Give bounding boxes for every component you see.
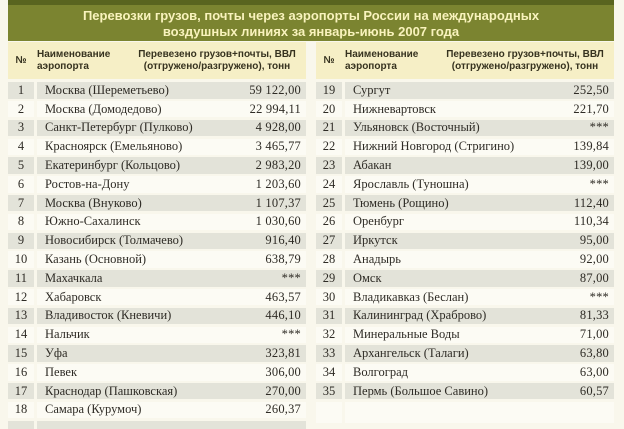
row-number: 9 <box>8 233 34 249</box>
row-number: 11 <box>8 270 34 286</box>
row-content <box>37 308 306 324</box>
column-header-cargo-line1: Перевезено грузов+почты, ВВЛ <box>138 48 296 60</box>
cargo-value: *** <box>589 289 609 304</box>
airport-name: Ярославль (Туношна) <box>353 176 469 191</box>
cargo-value: 22 994,11 <box>249 101 301 116</box>
row-content <box>345 233 614 249</box>
cargo-value: 92,00 <box>579 252 609 267</box>
row-number: 25 <box>316 195 342 211</box>
row-content <box>345 270 614 286</box>
airport-name: Казань (Основной) <box>45 252 147 267</box>
cargo-value: 81,33 <box>579 308 609 323</box>
airport-name: Волгоград <box>353 364 409 379</box>
table-row <box>8 100 306 119</box>
row-number: 35 <box>316 383 342 399</box>
column-header-airport: Наименование аэропорта <box>345 48 419 72</box>
airport-name: Нижневартовск <box>353 101 436 116</box>
airport-name: Минеральные Воды <box>353 327 460 342</box>
airport-name: Оренбург <box>353 214 405 229</box>
cargo-value: 112,40 <box>573 195 609 210</box>
table-body-left <box>8 81 306 429</box>
airport-name: Омск <box>353 270 382 285</box>
table-row <box>316 100 614 119</box>
row-content <box>345 101 614 117</box>
column-header-number: № <box>323 55 335 66</box>
cargo-value: 1 107,37 <box>255 195 301 210</box>
airport-name: Москва (Внуково) <box>45 195 142 210</box>
airport-name: Архангельск (Талаги) <box>353 346 469 361</box>
row-content <box>345 214 614 230</box>
table-row <box>8 137 306 156</box>
row-number: 21 <box>316 120 342 136</box>
table-row <box>316 325 614 344</box>
cargo-value: *** <box>281 327 301 342</box>
cargo-value: 95,00 <box>579 233 609 248</box>
row-number: 6 <box>8 176 34 192</box>
cargo-value: 323,81 <box>265 346 301 361</box>
table-row <box>8 231 306 250</box>
row-number: 32 <box>316 327 342 343</box>
cargo-value: 110,34 <box>573 214 609 229</box>
column-header-cargo-line2: (отгружено/разгружено), тонн <box>143 60 291 72</box>
cargo-value: 2 983,20 <box>255 158 301 173</box>
row-number: 7 <box>8 195 34 211</box>
table-row <box>8 382 306 401</box>
cargo-value: 463,57 <box>265 289 301 304</box>
table-row <box>8 213 306 232</box>
airport-name: Калининград (Храброво) <box>353 308 487 323</box>
row-content <box>345 364 614 380</box>
column-header-number: № <box>15 55 27 66</box>
airport-name: Тюмень (Рощино) <box>353 195 449 210</box>
cargo-value: 71,00 <box>579 327 609 342</box>
table-title-line2: воздушных линиях за январь-июнь 2007 года <box>162 23 460 39</box>
row-number: 8 <box>8 214 34 230</box>
airport-name: Сургут <box>353 82 391 97</box>
table-row <box>8 288 306 307</box>
row-content <box>37 120 306 136</box>
column-header-right <box>316 42 614 79</box>
table-row <box>8 175 306 194</box>
row-content <box>37 176 306 192</box>
table-body-right <box>316 81 614 425</box>
cargo-value: 60,57 <box>579 383 609 398</box>
airport-name: Владивосток (Кневичи) <box>45 308 172 323</box>
row-content <box>345 327 614 343</box>
airport-name: Южно-Сахалинск <box>45 214 141 229</box>
table-row <box>8 419 306 429</box>
table-row <box>316 382 614 401</box>
row-number: 22 <box>316 139 342 155</box>
table-row <box>316 288 614 307</box>
table-row <box>316 81 614 100</box>
cargo-value: 221,70 <box>573 101 609 116</box>
column-header-left <box>8 42 306 79</box>
airport-name: Москва (Шереметьево) <box>45 82 169 97</box>
row-content <box>37 383 306 399</box>
row-number: 29 <box>316 270 342 286</box>
cargo-value: 1 203,60 <box>255 176 301 191</box>
row-content <box>37 421 306 429</box>
row-number: 3 <box>8 120 34 136</box>
row-content <box>37 139 306 155</box>
row-content <box>37 214 306 230</box>
row-content <box>345 383 614 399</box>
airport-name: Ульяновск (Восточный) <box>353 120 480 135</box>
table-row <box>316 175 614 194</box>
row-content <box>345 139 614 155</box>
airport-name: Абакан <box>353 158 392 173</box>
cargo-value: 87,00 <box>579 270 609 285</box>
row-content <box>37 402 306 418</box>
cargo-value: 916,40 <box>265 233 301 248</box>
cargo-value: *** <box>589 176 609 191</box>
row-number: 34 <box>316 364 342 380</box>
row-number: 1 <box>8 82 34 98</box>
table-row <box>316 307 614 326</box>
cargo-value: *** <box>589 120 609 135</box>
table-row <box>316 363 614 382</box>
airport-name: Самара (Курумоч) <box>45 402 142 417</box>
row-number <box>316 402 342 424</box>
row-content <box>37 251 306 267</box>
row-content <box>345 289 614 305</box>
row-number: 5 <box>8 157 34 173</box>
airport-name: Махачкала <box>45 270 103 285</box>
airport-name: Иркутск <box>353 233 398 248</box>
airport-name: Нальчик <box>45 327 90 342</box>
cargo-value: 260,37 <box>265 402 301 417</box>
row-number: 24 <box>316 176 342 192</box>
row-number: 2 <box>8 101 34 117</box>
table-row <box>316 269 614 288</box>
row-number: 12 <box>8 289 34 305</box>
row-content <box>345 82 614 98</box>
row-number: 10 <box>8 251 34 267</box>
cargo-value: 3 465,77 <box>255 139 301 154</box>
row-content <box>345 157 614 173</box>
row-number: 4 <box>8 139 34 155</box>
table-title-line1: Перевозки грузов, почты через аэропорты России на международных <box>82 8 540 23</box>
row-content <box>345 120 614 136</box>
row-number: 31 <box>316 308 342 324</box>
table-row <box>8 363 306 382</box>
row-content <box>345 251 614 267</box>
table-row <box>8 156 306 175</box>
table-row <box>316 137 614 156</box>
row-number: 27 <box>316 233 342 249</box>
row-number: 33 <box>316 345 342 361</box>
row-number: 19 <box>316 82 342 98</box>
row-number: 20 <box>316 101 342 117</box>
cargo-value: 306,00 <box>265 364 301 379</box>
column-header-cargo <box>438 49 614 73</box>
airport-name: Анадырь <box>353 252 401 267</box>
airport-name: Новосибирск (Толмачево) <box>45 233 184 248</box>
row-number: 17 <box>8 383 34 399</box>
table-row <box>316 194 614 213</box>
table-row <box>8 325 306 344</box>
row-content <box>345 195 614 211</box>
row-content <box>37 82 306 98</box>
table-row <box>316 213 614 232</box>
airport-name: Краснодар (Пашковская) <box>45 383 178 398</box>
airport-name: Хабаровск <box>45 289 102 304</box>
table-row <box>316 156 614 175</box>
row-content <box>37 364 306 380</box>
airport-name: Ростов-на-Дону <box>45 176 130 191</box>
row-number: 28 <box>316 251 342 267</box>
table-row <box>8 250 306 269</box>
table-row <box>8 344 306 363</box>
table-row <box>316 344 614 363</box>
row-content <box>37 195 306 211</box>
column-header-cargo-line2: (отгружено/разгружено), тонн <box>451 60 599 72</box>
table-title <box>8 5 614 41</box>
table-row <box>8 401 306 420</box>
table-row <box>316 250 614 269</box>
table-row <box>8 194 306 213</box>
airport-name: Екатеринбург (Кольцово) <box>45 158 181 173</box>
row-content <box>37 289 306 305</box>
airport-name: Санкт-Петербург (Пулково) <box>45 120 193 135</box>
row-content <box>345 308 614 324</box>
airport-name: Красноярск (Емельяново) <box>45 139 183 154</box>
cargo-value: 1 030,60 <box>255 214 301 229</box>
airport-name: Нижний Новгород (Стригино) <box>353 139 515 154</box>
row-content <box>345 402 614 424</box>
cargo-value: 63,00 <box>579 364 609 379</box>
cargo-value: 270,00 <box>265 383 301 398</box>
row-content <box>345 176 614 192</box>
airport-name: Уфа <box>45 346 68 361</box>
airport-name: Владикавказ (Беслан) <box>353 289 469 304</box>
table-row <box>316 231 614 250</box>
airport-name: Москва (Домодедово) <box>45 101 162 116</box>
row-content <box>37 345 306 361</box>
table-row <box>8 307 306 326</box>
row-number: 14 <box>8 327 34 343</box>
airport-name: Певек <box>45 364 78 379</box>
table-row <box>8 81 306 100</box>
column-header-airport: Наименование аэропорта <box>37 48 111 72</box>
cargo-value: 59 122,00 <box>249 82 301 97</box>
row-content <box>37 157 306 173</box>
row-number: 15 <box>8 345 34 361</box>
column-header-cargo-line1: Перевезено грузов+почты, ВВЛ <box>446 48 604 60</box>
airport-name: Пермь (Большое Савино) <box>353 383 489 398</box>
row-number: 16 <box>8 364 34 380</box>
row-content <box>37 327 306 343</box>
row-content <box>37 101 306 117</box>
table-row <box>316 119 614 138</box>
row-content <box>37 233 306 249</box>
row-number: 26 <box>316 214 342 230</box>
cargo-value: 4 928,00 <box>255 120 301 135</box>
row-number: 30 <box>316 289 342 305</box>
cargo-value: 63,80 <box>579 346 609 361</box>
row-content <box>37 270 306 286</box>
row-number: 23 <box>316 157 342 173</box>
cargo-value: 139,00 <box>573 158 609 173</box>
row-number: 18 <box>8 402 34 418</box>
cargo-value: *** <box>281 270 301 285</box>
table-row <box>8 269 306 288</box>
column-header-cargo <box>130 49 306 73</box>
row-number: 13 <box>8 308 34 324</box>
table-row <box>8 119 306 138</box>
table-row <box>316 401 614 425</box>
cargo-value: 252,50 <box>573 82 609 97</box>
row-content <box>345 345 614 361</box>
cargo-value: 638,79 <box>265 252 301 267</box>
cargo-value: 139,84 <box>573 139 609 154</box>
cargo-value: 446,10 <box>265 308 301 323</box>
row-number <box>8 421 34 429</box>
